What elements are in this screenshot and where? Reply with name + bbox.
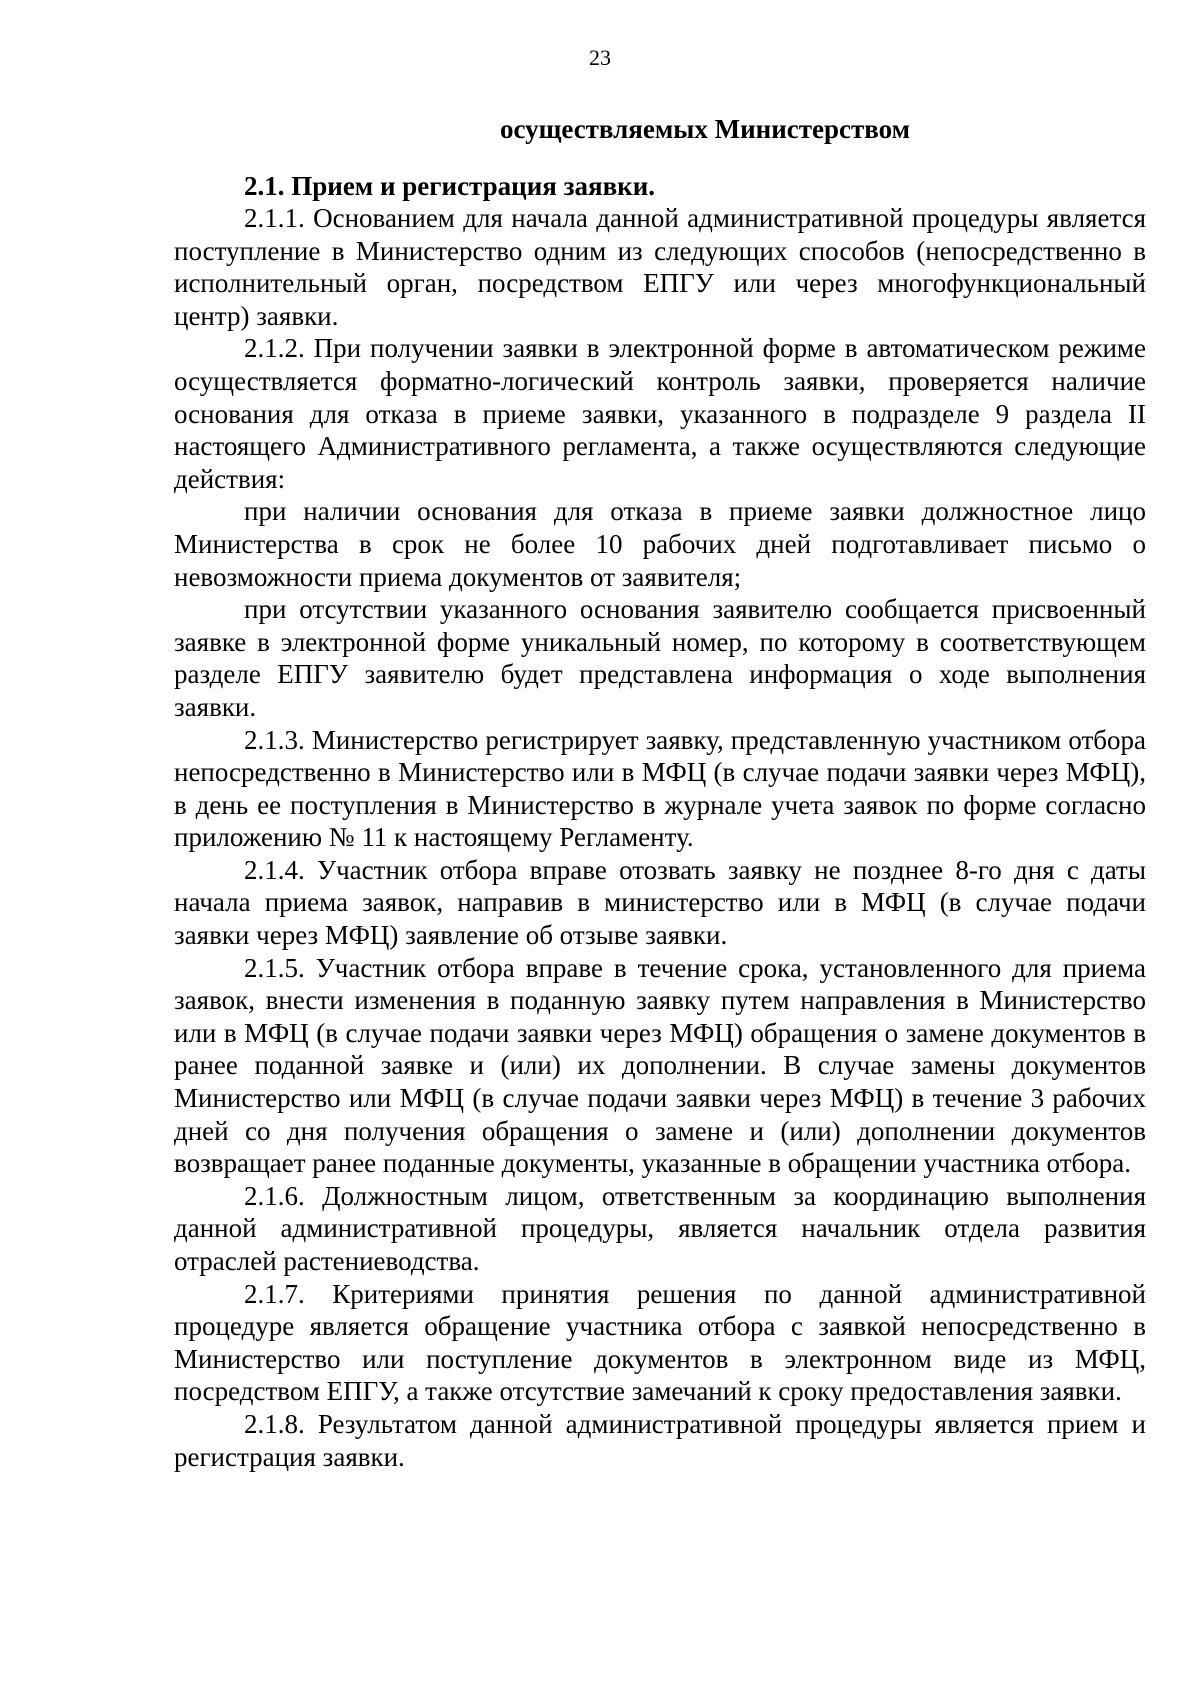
paragraph-2-1-8: 2.1.8. Результатом данной административной процедуры является прием и регистрация заявки. [174,1408,1146,1472]
page-number: 23 [589,45,611,70]
paragraph-2-1-5: 2.1.5. Участник отбора вправе в течение срока, установленного для приема заявок, внести изменения в поданную заявку путем направления в Министерство или в МФЦ (в случае подачи заявки через МФЦ) обращения о замене документов в ранее поданной заявке и (или) их дополнении. В случае замены документов Министерство или МФЦ (в случае подачи заявки через МФЦ) в течение 3 рабочих дней со дня получения обращения о замене и (или) дополнении документов возвращает ранее поданные документы, указанные в обращении участника отбора. [174,952,1146,1179]
paragraph-2-1-3: 2.1.3. Министерство регистрирует заявку, представленную участником отбора непосредственно в Министерство или в МФЦ (в случае подачи заявки через МФЦ), в день ее поступления в Министерство в журнале учета заявок по форме согласно приложению № 11 к настоящему Регламенту. [174,724,1146,853]
paragraph-2-1-4: 2.1.4. Участник отбора вправе отозвать заявку не позднее 8-го дня с даты начала приема заявок, направив в министерство или в МФЦ (в случае подачи заявки через МФЦ) заявление об отзыве заявки. [174,854,1146,951]
paragraph-2-1-7: 2.1.7. Критериями принятия решения по данной административной процедуре является обращение участника отбора с заявкой непосредственно в Министерство или поступление документов в электронном виде из МФЦ, посредством ЕПГУ, а также отсутствие замечаний к сроку предоставления заявки. [174,1278,1146,1407]
section-heading: осуществляемых Министерством [499,114,911,144]
paragraph-2-1-1: 2.1.1. Основанием для начала данной административной процедуры является поступление в Министерство одним из следующих способов (непосредственно в исполнительный орган, посредством ЕПГУ или через многофункциональный центр) заявки. [174,203,1146,331]
subsection-title: 2.1. Прием и регистрация заявки. [244,171,656,201]
paragraph-refusal-case: при наличии основания для отказа в приеме заявки должностное лицо Министерства в срок не более 10 рабочих дней подготавливает письмо о невозможности приема документов от заявителя; [174,496,1146,592]
paragraph-2-1-6: 2.1.6. Должностным лицом, ответственным за координацию выполнения данной административной процедуры, является начальник отдела развития отраслей растениеводства. [174,1180,1146,1276]
document-body [174,112,1146,1473]
paragraph-2-1-2: 2.1.2. При получении заявки в электронной форме в автоматическом режиме осуществляется форматно-логический контроль заявки, проверяется наличие основания для отказа в приеме заявки, указанного в подразделе 9 раздела II настоящего Административного регламента, а также осуществляются следующие действия: [174,333,1146,494]
paragraph-no-refusal-case: при отсутствии указанного основания заявителю сообщается присвоенный заявке в электронной форме уникальный номер, по которому в соответствующем разделе ЕПГУ заявителю будет представлена информация о ходе выполнения заявки. [174,594,1146,722]
